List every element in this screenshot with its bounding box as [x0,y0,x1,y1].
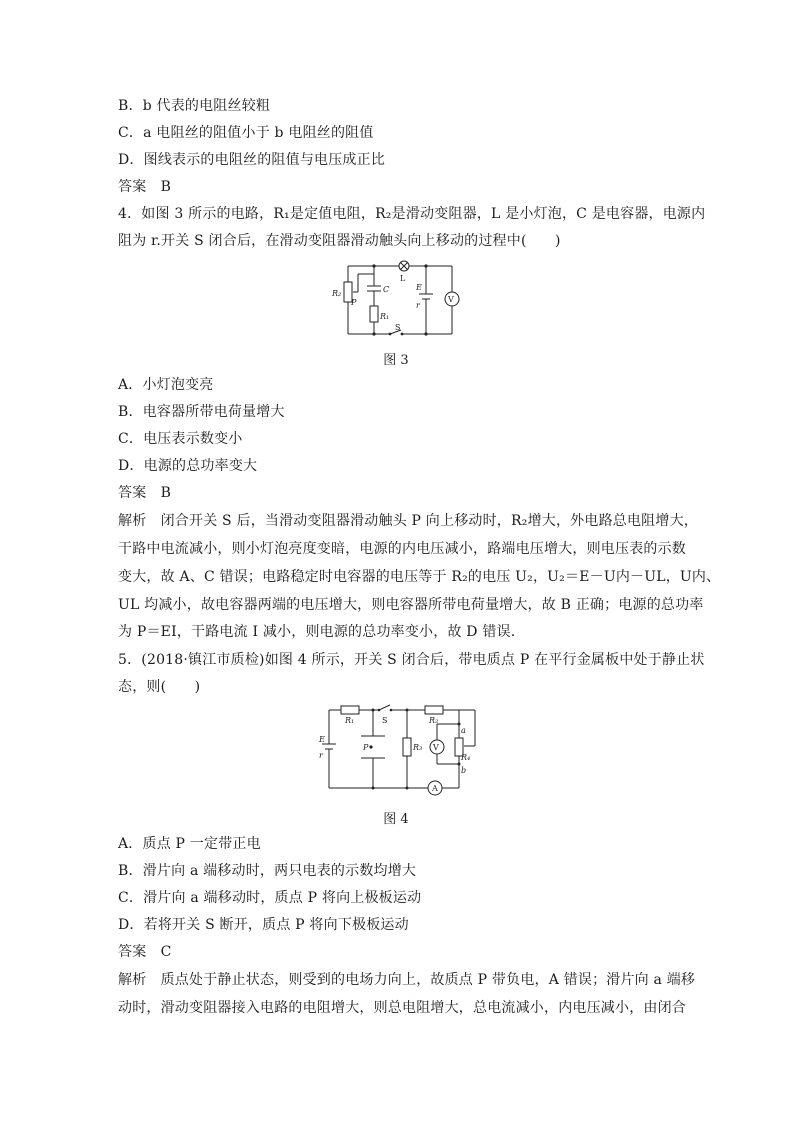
q5-option-a: A．质点 P 一定带正电 [118,836,261,852]
q4-analysis-line-5: 为 P＝EI，干路电流 I 减小，则电源的总功率变小，故 D 错误. [118,624,516,640]
q4-option-c: C．电压表示数变小 [118,431,243,447]
fig3-label-p: P [351,298,357,307]
fig4-label-b: b [461,766,467,775]
q3-option-d: D．图线表示的电阻丝的阻值与电压成正比 [118,152,386,168]
fig4-label-a: a [461,726,466,735]
q5-analysis-line-2: 动时，滑动变阻器接入电路的电阻增大，则总电阻增大，总电流减小，内电压减小，由闭合 [118,1000,686,1016]
q5-option-d: D．若将开关 S 断开，质点 P 将向下极板运动 [118,917,409,933]
fig4-label-p: P [363,743,369,752]
fig3-label-s: S [395,323,401,332]
figure-4-caption: 图 4 [383,812,409,827]
figure-3-caption: 图 3 [383,353,409,368]
fig4-label-r: r [319,751,323,760]
q5-stem-line-1: 5．(2018·镇江市质检)如图 4 所示，开关 S 闭合后，带电质点 P 在平行金属板中处于静止状 [118,652,705,668]
fig3-label-r1: R₁ [380,312,390,321]
q5-option-c: C．滑片向 a 端移动时，质点 P 将向上极板运动 [118,890,422,906]
fig4-label-e: E [319,735,325,744]
fig4-label-r2: R₂ [429,716,439,725]
q5-stem-line-2: 态，则( ) [118,679,201,695]
fig4-label-s: S [382,716,388,725]
fig4-label-r4: R₄ [461,753,471,762]
figure-3-circuit [328,256,468,340]
q3-option-b: B．b 代表的电阻丝较粗 [118,98,271,114]
q4-analysis-line-1: 解析 闭合开关 S 后，当滑动变阻器滑动触头 P 向上移动时，R₂增大，外电路总电阻增大， [118,513,698,529]
q3-option-c: C．a 电阻丝的阻值小于 b 电阻丝的阻值 [118,125,374,141]
q4-option-d: D．电源的总功率变大 [118,458,258,474]
fig3-label-lamp: L [400,274,406,283]
fig4-label-r3: R₃ [413,743,423,752]
fig3-label-r2: R₂ [332,289,342,298]
q4-stem-line-2: 阻为 r.开关 S 闭合后，在滑动变阻器滑动触头向上移动的过程中( ) [118,233,561,249]
q3-answer: 答案 B [118,179,172,195]
q4-answer: 答案 B [118,485,172,501]
fig4-label-ammeter: A [432,784,438,793]
q4-analysis-line-2: 干路中电流减小，则小灯泡亮度变暗，电源的内电压减小，路端电压增大，则电压表的示数 [118,541,686,557]
q5-analysis-line-1: 解析 质点处于静止状态，则受到的电场力向上，故质点 P 带负电，A 错误；滑片向 a 端移 [118,972,696,988]
figure-4-circuit [313,700,483,800]
q4-option-a: A．小灯泡变亮 [118,377,214,393]
fig4-label-voltmeter: V [433,743,439,752]
q4-analysis-line-3: 变大，故 A、C 错误；电路稳定时电容器的电压等于 R₂的电压 U₂，U₂＝E－U内－UL，U内、 [118,569,721,585]
fig4-label-r1: R₁ [345,716,355,725]
fig3-label-voltmeter: V [448,295,454,304]
q5-answer: 答案 C [118,944,172,960]
fig3-label-c: C [383,285,390,294]
fig3-label-e: E [416,283,422,292]
q4-analysis-line-4: UL 均减小，故电容器两端的电压增大，则电容器所带电荷量增大，故 B 正确；电源的总功率 [118,597,704,613]
q4-option-b: B．电容器所带电荷量增大 [118,404,285,420]
fig3-label-r: r [416,301,420,310]
q4-stem-line-1: 4．如图 3 所示的电路，R₁是定值电阻，R₂是滑动变阻器，L 是小灯泡，C 是电容器，电源内 [118,206,706,222]
q5-option-b: B．滑片向 a 端移动时，两只电表的示数均增大 [118,863,417,879]
